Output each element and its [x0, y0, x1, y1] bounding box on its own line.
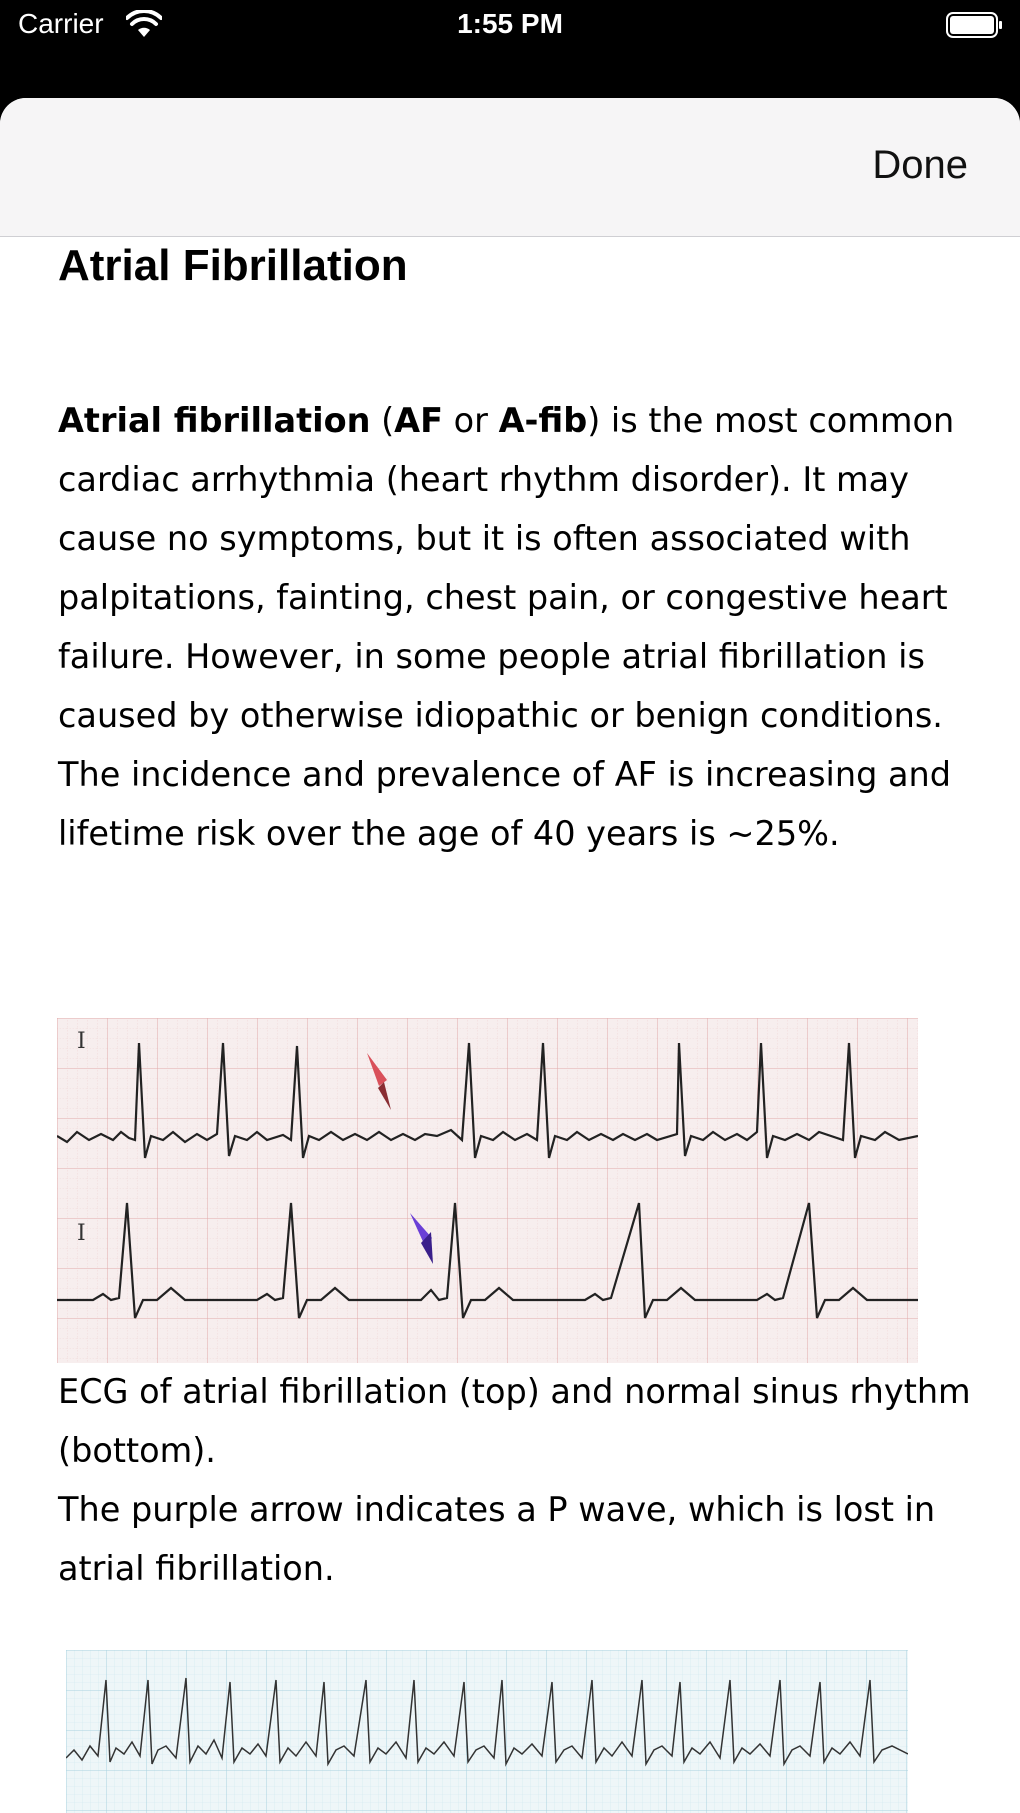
battery-icon — [946, 11, 1004, 39]
ecg-comparison-image — [57, 1018, 918, 1363]
status-time: 1:55 PM — [457, 8, 563, 39]
status-bar — [0, 0, 1020, 52]
ecg-strip-image — [66, 1650, 908, 1813]
intro-text: ( — [370, 401, 395, 440]
intro-bold-abbrev-afib: A-fib — [498, 401, 588, 440]
intro-bold-abbrev-af: AF — [394, 401, 443, 440]
lead-label-bottom: I — [77, 1221, 86, 1246]
lead-label-top: I — [77, 1029, 86, 1054]
done-button[interactable]: Done — [872, 143, 968, 187]
intro-bold-term: Atrial fibrillation — [58, 401, 371, 440]
caption-line: ECG of atrial fibrillation (top) and normal sinus rhythm (bottom). — [58, 1372, 971, 1470]
caption-line: The purple arrow indicates a P wave, which is lost in atrial fibrillation. — [58, 1490, 936, 1588]
intro-text: or — [442, 401, 499, 440]
intro-text: ) is the most common cardiac arrhythmia (heart rhythm disorder). It may cause no symptoms, but it is often associated with palpitations, fainting, chest pain, or congestive heart failure. However, in some people atrial fibrillation is caused by otherwise idiopathic or benign conditions. The incidence and prevalence of AF is increasing and lifetime risk over the age of 40 years is ~25%. — [58, 401, 955, 853]
modal-sheet — [0, 98, 1020, 1813]
carrier-label: Carrier — [18, 8, 104, 39]
intro-paragraph — [58, 391, 988, 863]
page-title: Atrial Fibrillation — [58, 241, 408, 290]
figure-caption — [58, 1362, 988, 1598]
navigation-bar — [0, 98, 1020, 237]
